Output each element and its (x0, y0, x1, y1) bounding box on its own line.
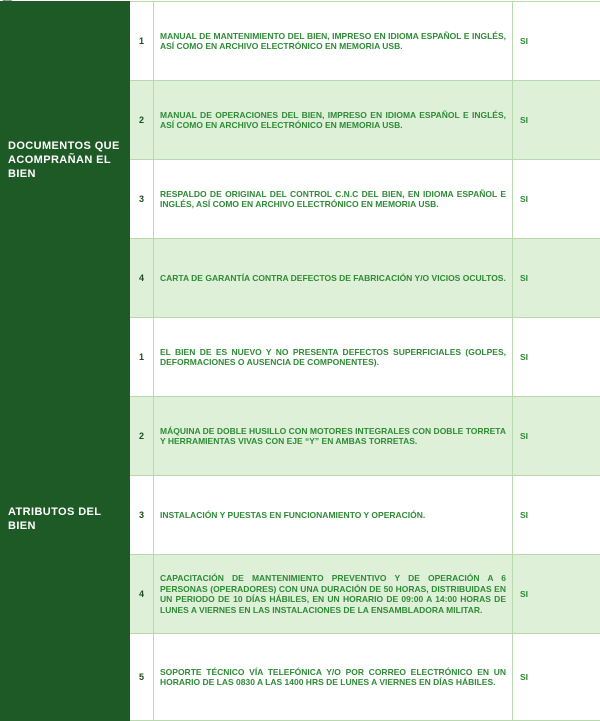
row-description: RESPALDO DE ORIGINAL DEL CONTROL C.N.C DEL BIEN, EN IDIOMA ESPAÑOL E INGLÉS, ASÍ COMO EN ARCHIVO ELECTRÓNICO EN MEMORIA USB. (154, 160, 513, 239)
table-row (1, 2, 600, 81)
row-number: 2 (130, 81, 154, 160)
row-value: SI (513, 81, 600, 160)
row-description: SOPORTE TÉCNICO VÍA TELEFÓNICA Y/O POR CORREO ELECTRÓNICO EN UN HORARIO DE LAS 0830 A LAS 1400 HRS DE LUNES A VIERNES EN DÍAS HÁBILES. (154, 634, 513, 721)
row-description: CARTA DE GARANTÍA CONTRA DEFECTOS DE FABRICACIÓN Y/O VICIOS OCULTOS. (154, 239, 513, 318)
row-number: 3 (130, 160, 154, 239)
row-value: SI (513, 634, 600, 721)
row-value: SI (513, 476, 600, 555)
row-description: EL BIEN DE ES NUEVO Y NO PRESENTA DEFECTOS SUPERFICIALES (GOLPES, DEFORMACIONES O AUSENCIA DE COMPONENTES). (154, 318, 513, 397)
row-description: INSTALACIÓN Y PUESTAS EN FUNCIONAMIENTO Y OPERACIÓN. (154, 476, 513, 555)
row-number: 1 (130, 318, 154, 397)
row-description: CAPACITACIÓN DE MANTENIMIENTO PREVENTIVO Y DE OPERACIÓN A 6 PERSONAS (OPERADORES) CON UNA DURACIÓN DE 50 HORAS, DISTRIBUIDAS EN UN PERIODO DE 10 DÍAS HÁBILES, EN UN HORARIO DE 09:00 A 14:00 HORAS DE LUNES A VIERNES EN LAS INSTALACIONES DE LA ENSAMBLADORA MILITAR. (154, 555, 513, 634)
row-description: MANUAL DE OPERACIONES DEL BIEN, IMPRESO EN IDIOMA ESPAÑOL E INGLÉS, ASÍ COMO EN ARCHIVO ELECTRÓNICO EN MEMORIA USB. (154, 81, 513, 160)
requirements-table (0, 1, 600, 721)
section-title-atributos: ATRIBUTOS DEL BIEN (1, 318, 130, 721)
row-description: MANUAL DE MANTENIMIENTO DEL BIEN, IMPRESO EN IDIOMA ESPAÑOL E INGLÉS, ASÍ COMO EN ARCHIVO ELECTRÓNICO EN MEMORIA USB. (154, 2, 513, 81)
row-number: 1 (130, 2, 154, 81)
table-row (1, 318, 600, 397)
row-value: SI (513, 160, 600, 239)
row-number: 5 (130, 634, 154, 721)
row-description: MÁQUINA DE DOBLE HUSILLO CON MOTORES INTEGRALES CON DOBLE TORRETA Y HERRAMIENTAS VIVAS CON EJE “Y” EN AMBAS TORRETAS. (154, 397, 513, 476)
row-value: SI (513, 318, 600, 397)
row-number: 4 (130, 555, 154, 634)
row-value: SI (513, 239, 600, 318)
row-number: 4 (130, 239, 154, 318)
section-title-documentos: DOCUMENTOS QUE ACOMPRAÑAN EL BIEN (1, 2, 130, 318)
row-value: SI (513, 555, 600, 634)
row-value: SI (513, 397, 600, 476)
row-number: 3 (130, 476, 154, 555)
row-number: 2 (130, 397, 154, 476)
row-value: SI (513, 2, 600, 81)
